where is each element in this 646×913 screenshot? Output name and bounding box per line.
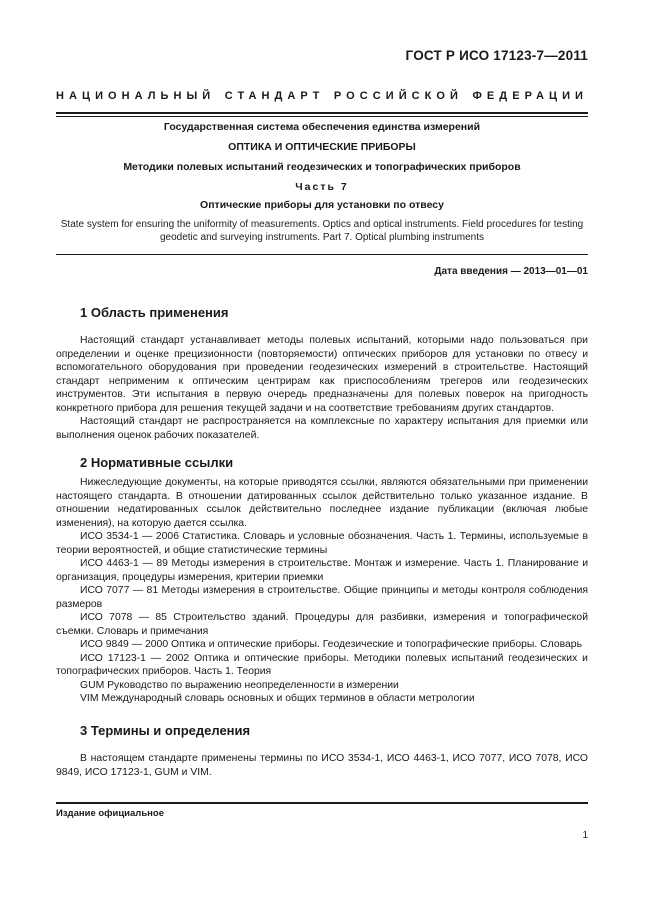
reference-item: VIM Международный словарь основных и общих терминов в области метрологии <box>80 693 475 704</box>
header-rule-thin <box>56 116 588 117</box>
english-title: State system for ensuring the uniformity of measurements. Optics and optical instruments. Field procedures for testing geodetic and surveying instruments. Part 7. Optical plumbing instruments <box>60 219 584 243</box>
section-heading-terms: 3 Термины и определения <box>80 723 251 738</box>
title-part: Часть 7 <box>295 181 349 193</box>
reference-item: ИСО 17123-1 — 2002 Оптика и оптические приборы. Методики полевых испытаний геодезических и топографических приборов. Часть 1. Теория <box>56 652 588 677</box>
title-line-plumbing: Оптические приборы для установки по отвесу <box>200 199 444 211</box>
reference-item: ИСО 7077 — 81 Методы измерения в строительстве. Общие принципы и методы контроля соблюдения размеров <box>56 585 588 610</box>
page-number: 1 <box>582 830 588 841</box>
national-standard-title: НАЦИОНАЛЬНЫЙ СТАНДАРТ РОССИЙСКОЙ ФЕДЕРАЦИИ <box>56 90 588 102</box>
title-line-methods: Методики полевых испытаний геодезических и топографических приборов <box>123 161 521 173</box>
footer-rule <box>56 802 588 804</box>
paragraph: Настоящий стандарт не распространяется на комплексные по характеру испытания для приемки или выполнения оценок рабочих показателей. <box>56 416 588 441</box>
title-line-system: Государственная система обеспечения единства измерений <box>163 121 481 133</box>
introduction-date: Дата введения — 2013—01—01 <box>434 266 588 277</box>
section-heading-references: 2 Нормативные ссылки <box>80 455 234 470</box>
paragraph: В настоящем стандарте применены термины по ИСО 3534-1, ИСО 4463-1, ИСО 7077, ИСО 7078, ИСО 9849, ИСО 17123-1, GUM и VIM. <box>56 753 588 778</box>
section-heading-scope: 1 Область применения <box>80 305 229 320</box>
paragraph: Настоящий стандарт устанавливает методы полевых испытаний, которыми надо пользоваться при определении и оценке прецизионности (повторяемости) оптических приборов для установки по отвесу и вспомогательного оборудования при проведении геодезических измерений в строительстве. Настоящий стандарт неприменим к оптическим центрирам как приспособлениям трегеров или геодезических инструментов. Эти испытания в первую очередь предназначены для полевых поверок на пригодность конкретного прибора для решения текущей задачи и на соответствие требованиям других стандартов. <box>56 335 588 414</box>
document-code: ГОСТ Р ИСО 17123-7—2011 <box>405 48 588 63</box>
reference-item: ИСО 9849 — 2000 Оптика и оптические приборы. Геодезические и топографические приборы. Словарь <box>80 639 582 650</box>
section-body-references <box>56 476 588 706</box>
title-rule <box>56 254 588 255</box>
section-body-terms <box>56 752 588 779</box>
paragraph: Нижеследующие документы, на которые приводятся ссылки, являются обязательными при применении настоящего стандарта. В отношении датированных ссылок действительно только указанное издание. В отношении недатированных ссылок действительно последнее издание публикации (включая любые изменения), на которую дается ссылка. <box>56 477 588 529</box>
reference-item: ИСО 7078 — 85 Строительство зданий. Процедуры для разбивки, измерения и топографической съемки. Словарь и примечания <box>56 612 588 637</box>
official-edition-label: Издание официальное <box>56 808 164 819</box>
reference-item: ИСО 3534-1 — 2006 Статистика. Словарь и условные обозначения. Часть 1. Термины, используемые в теории вероятностей, и общие статистические термины <box>56 531 588 556</box>
header-rule-thick <box>56 112 588 114</box>
section-body-scope <box>56 334 588 442</box>
reference-item: GUM Руководство по выражению неопределенности в измерении <box>80 679 399 691</box>
reference-item: ИСО 4463-1 — 89 Методы измерения в строительстве. Монтаж и измерение. Часть 1. Планирование и организация, процедуры измерения, критерии приемки <box>56 558 588 583</box>
title-line-optics: ОПТИКА И ОПТИЧЕСКИЕ ПРИБОРЫ <box>228 141 416 153</box>
